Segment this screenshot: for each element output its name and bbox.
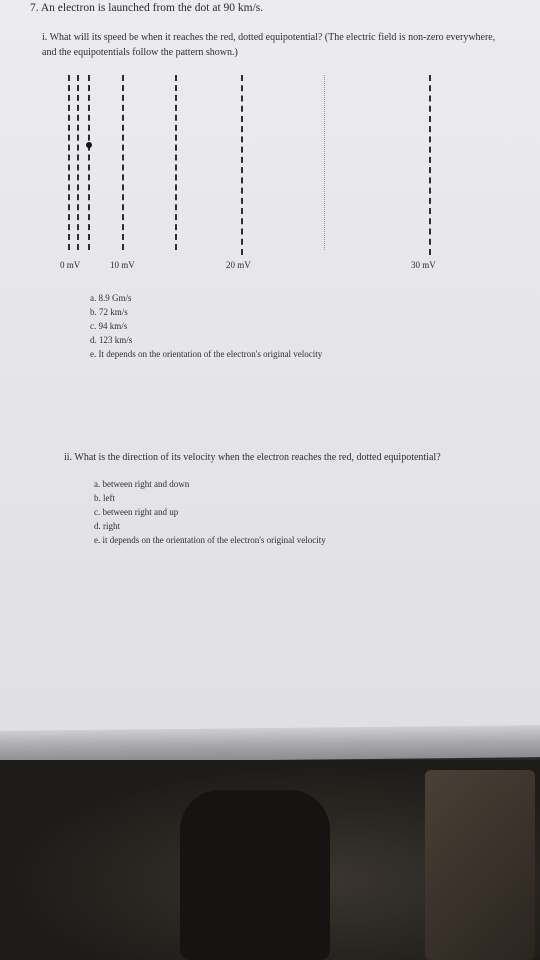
choices-part-i — [90, 291, 322, 361]
equipotential-line — [429, 75, 431, 255]
part-ii-text: ii. What is the direction of its velocity when the electron reaches the red, dotted equipotential? — [64, 452, 441, 463]
choice-e: e. It depends on the orientation of the electron's original velocity — [90, 349, 323, 359]
choice-d: d. 123 km/s — [90, 335, 133, 345]
equipotential-line — [68, 75, 70, 250]
label-20mv: 20 mV — [226, 260, 251, 270]
label-0mv: 0 mV — [60, 260, 81, 270]
choices-part-ii — [94, 477, 326, 547]
shoe-shadow — [180, 790, 330, 960]
choice-c: c. between right and up — [94, 507, 179, 517]
choice-c: c. 94 km/s — [90, 321, 128, 331]
equipotential-line — [241, 75, 243, 255]
choice-d: d. right — [94, 521, 120, 531]
red-dotted-equipotential — [324, 75, 325, 250]
choice-b: b. left — [94, 493, 115, 503]
label-10mv: 10 mV — [110, 260, 135, 270]
electron-dot — [86, 142, 92, 148]
equipotential-line — [88, 75, 90, 250]
choice-a: a. 8.9 Gm/s — [90, 293, 132, 303]
chair-leg — [425, 770, 535, 960]
equipotential-line — [122, 75, 124, 250]
label-30mv: 30 mV — [411, 260, 436, 270]
part-i-text: i. What will its speed be when it reaches the red, dotted equipotential? (The electric field is non-zero everywhere, and the equipotentials follow the pattern shown.) — [42, 32, 496, 58]
equipotential-line — [77, 75, 79, 250]
choice-b: b. 72 km/s — [90, 307, 128, 317]
paper-edge — [0, 725, 540, 763]
choice-a: a. between right and down — [94, 479, 190, 489]
equipotential-line — [175, 75, 177, 250]
question-title: 7. An electron is launched from the dot at 90 km/s. — [30, 2, 264, 14]
choice-e: e. it depends on the orientation of the electron's original velocity — [94, 535, 326, 545]
